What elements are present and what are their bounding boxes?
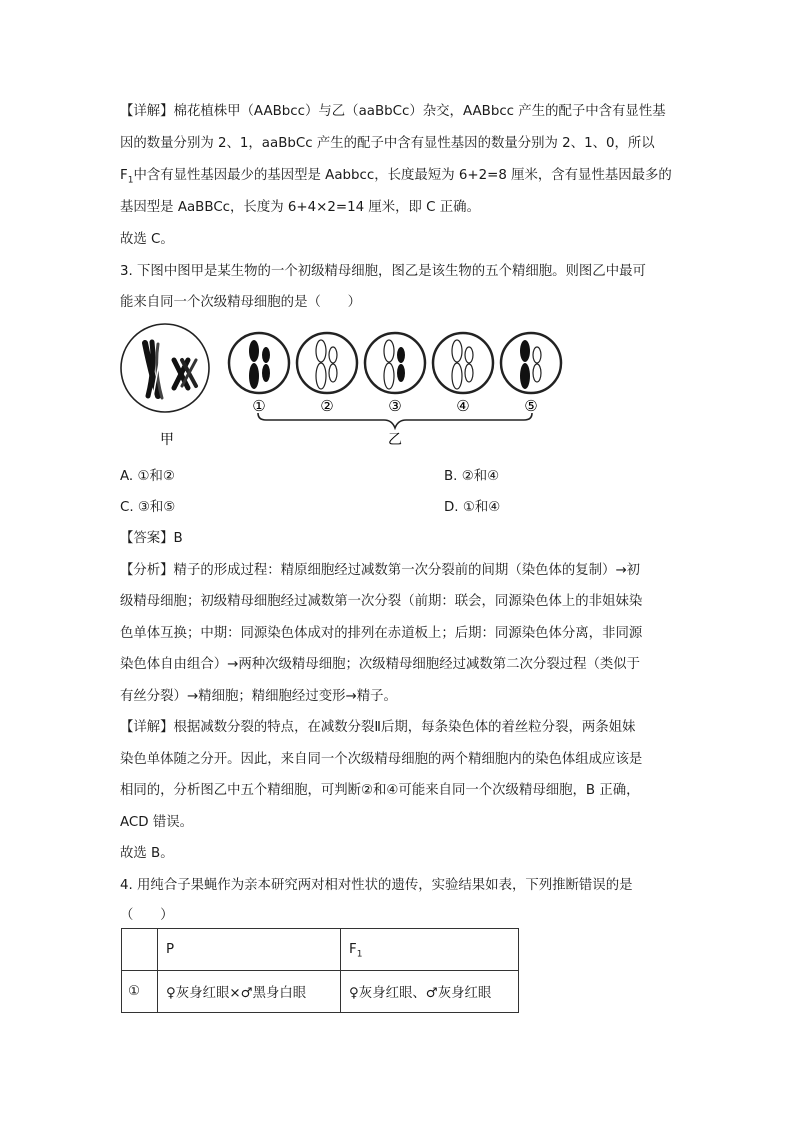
table-cell-offspring: ♀灰身红眼、♂灰身红眼 [341,971,519,1013]
table-cell-index: ① [122,971,158,1013]
q3-answer: 【答案】B [120,531,183,546]
analysis-line-5: 有丝分裂）→精细胞；精细胞经过变形→精子。 [120,689,397,704]
table-row [122,971,519,1013]
f1-symbol: $F_1$ [120,168,134,186]
q3-detail-line-1: 【详解】根据减数分裂的特点，在减数分裂Ⅱ后期，每条染色体的着丝粒分裂，两条姐妹 [120,720,636,735]
table-header-cell-index [122,929,158,971]
q3-detail-line-2: 染色单体随之分开。因此，来自同一个次级精母细胞的两个精细胞内的染色体组成应该是 [120,752,643,767]
sperm-cell-1 [229,333,289,393]
option-b: B. ②和④ [444,469,500,484]
option-c: C. ③和⑤ [120,500,176,515]
sperm-cell-3 [365,333,425,393]
brace [258,413,532,428]
cells-diagram [110,318,570,453]
cell-num-2: ② [320,397,334,415]
table-header-row [122,929,519,971]
label-jia: 甲 [160,432,174,448]
analysis-line-1: 【分析】精子的形成过程：精原细胞经过减数第一次分裂前的间期（染色体的复制）→初 [120,563,641,578]
answer-choice-c: 故选 C。 [120,232,174,247]
q3-stem-line-1: 3. 下图中图甲是某生物的一个初级精母细胞，图乙是该生物的五个精细胞。则图乙中最可 [120,264,646,279]
q3-stem-line-2: 能来自同一个次级精母细胞的是（ ） [120,295,362,310]
option-d: D. ①和④ [444,500,501,515]
q4-stem-line-1: 4. 用纯合子果蝇作为亲本研究两对相对性状的遗传，实验结果如表，下列推断错误的是 [120,878,633,893]
analysis-line-3: 色单体互换；中期：同源染色体成对的排列在赤道板上；后期：同源染色体分离，非同源 [120,626,643,641]
q3-detail-line-4: ACD 错误。 [120,815,194,830]
detail-line-1: 【详解】棉花植株甲（AABbcc）与乙（aaBbCc）杂交，AABbcc 产生的配子中含有显性基 [120,104,666,119]
cell-num-1: ① [252,397,266,415]
cell-num-5: ⑤ [524,397,538,415]
analysis-line-2: 级精母细胞；初级精母细胞经过减数第一次分裂（前期：联会，同源染色体上的非姐妹染 [120,594,643,609]
q3-detail-line-3: 相同的，分析图乙中五个精细胞，可判断②和④可能来自同一个次级精母细胞，B 正确， [120,783,640,798]
q3-figure [110,318,570,457]
sperm-cell-2 [297,333,357,393]
detail-line-4: 基因型是 AaBBCc，长度为 6+4×2=14 厘米，即 C 正确。 [120,200,480,215]
label-yi: 乙 [388,432,402,448]
detail-line-2: 因的数量分别为 2、1，aaBbCc 产生的配子中含有显性基因的数量分别为 2、1、0，所以 [120,136,655,151]
option-a: A. ①和② [120,469,175,484]
sperm-cell-4 [433,333,493,393]
table-cell-parents: ♀灰身红眼×♂黑身白眼 [158,971,341,1013]
sperm-cell-5 [501,333,561,393]
primary-spermatocyte-cell [121,324,209,412]
results-table [121,928,519,1013]
q3-conclusion: 故选 B。 [120,846,174,861]
q4-stem-line-2: （ ） [120,908,174,923]
cell-num-4: ④ [456,397,470,415]
table-header-cell-f1: $F_1$ [341,929,519,971]
analysis-line-4: 染色体自由组合）→两种次级精母细胞；次级精母细胞经过减数第二次分裂过程（类似于 [120,657,641,672]
cell-num-3: ③ [388,397,402,415]
table-header-cell-p: P [158,929,341,971]
detail-line-3: $F_1$中含有显性基因最少的基因型是 Aabbcc，长度最短为 6+2=8 厘米，含有显性基因最多的 [120,168,672,186]
